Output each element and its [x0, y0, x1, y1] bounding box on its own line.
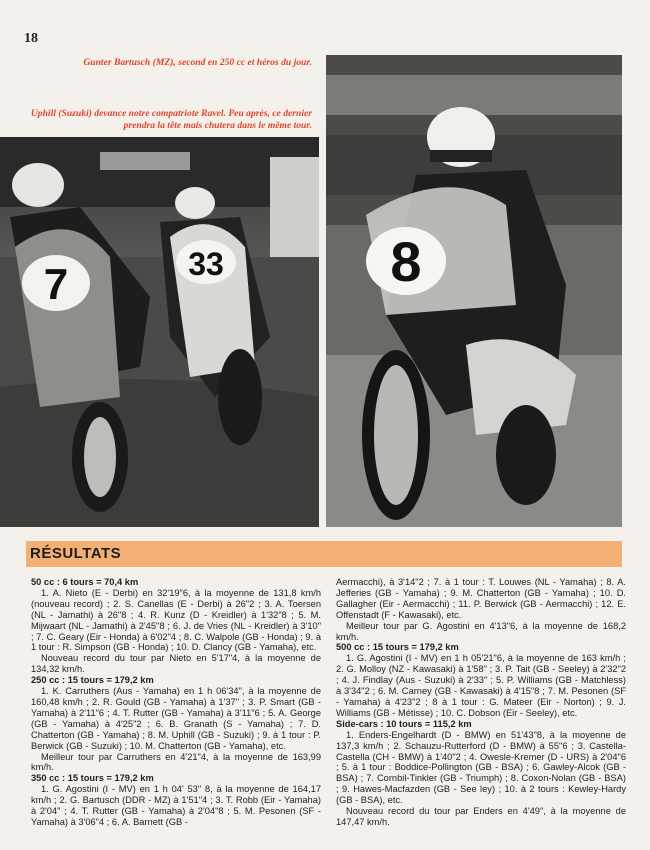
page-number: 18	[24, 31, 38, 46]
result-paragraph: 1. Enders-Engelhardt (D - BMW) en 51'43"8, à la moyenne de 137,3 km/h ; 2. Schauzu-Rutterford (D - BMW) à 55"6 ; 3. Castella-Castella (CH - BMW) à 1'40"2 ; 4. Owesle-Kremer (D - URS) à 2'04"6 ; 5. à 1 tour : Boddice-Pollington (GB - BSA) ; 6. Gawley-Alcok (GB - BSA) ; 7. Cornbil-Tinkler (GB - Triumph) ; 8. Coxon-Nolan (GB - BSA) ; 9. Hawes-Macfazden (GB - See ley) ; 10. à 2 tours : Kewley-Hardy (GB - BSA), etc.	[336, 729, 626, 806]
result-paragraph: Meilleur tour par Carruthers en 4'21"4, à la moyenne de 163,99 km/h.	[31, 751, 321, 773]
result-category-heading: 500 cc : 15 tours = 179,2 km	[336, 642, 459, 653]
result-category-heading: 50 cc : 6 tours = 70,4 km	[31, 577, 139, 587]
result-paragraph: Meilleur tour par G. Agostini en 4'13"6, à la moyenne de 168,2 km/h.	[336, 620, 626, 642]
results-left-column	[31, 577, 321, 828]
racer-number-33: 33	[188, 246, 224, 282]
results-heading: RÉSULTATS	[30, 545, 122, 562]
result-paragraph: 1. A. Nieto (E - Derbi) en 32'19"6, à la moyenne de 131,8 km/h (nouveau record) ; 2. S. Canellas (E - Derbi) à 26"2 ; 3. A. Toersen (NL - Jamathi) à 26"8 ; 4. R. Kunz (D - Kreidler) à 1'32"8 ; 5. M. Mijwaart (NL - Jamathi) à 2'45"8 ; 6. J. de Vries (NL - Kreidler) à 3'10" ; 7. C. Geary (Eir - Honda) à 6'02"4 ; 8. C. Walpole (GB - Honda) ; 9. à 1 tour : R. Simpson (GB - Honda) ; 10. D. Clancy (GB - Yamaha), etc.	[31, 587, 321, 653]
photo-racers-7-33	[0, 137, 319, 527]
result-paragraph: 1. G. Agostini (I - MV) en 1 h 04' 53" 8, à la moyenne de 164,17 km/h ; 2. G. Bartusch (DDR - MZ) à 1'51"4 ; 3. T. Robb (Eir - Yamaha) à 2'04" ; 4. T. Rutter (GB - Yamaha) à 2'04"8 ; 5. M. Pesonen (SF - Yamaha) à 3'06"4 ; 6. A. Barnett (GB -	[31, 784, 321, 827]
result-category-heading: 250 cc : 15 tours = 179,2 km	[31, 675, 154, 686]
result-category-heading: Side-cars : 10 tours = 115,2 km	[336, 718, 472, 729]
result-category-heading: 350 cc : 15 tours = 179,2 km	[31, 773, 154, 784]
result-paragraph: Nouveau record du tour par Nieto en 5'17"4, à la moyenne de 134,32 km/h.	[31, 653, 321, 675]
racer-number-7: 7	[43, 260, 69, 309]
racer-number-8: 8	[390, 230, 422, 293]
result-paragraph: Aermacchi), à 3'14"2 ; 7. à 1 tour : T. Louwes (NL - Yamaha) ; 8. A. Jefferies (GB - Yamaha) ; 9. M. Chatterton (GB - Yamaha) ; 10. D. Gallagher (Eir - Aermacchi) ; 11. P. Berwick (GB - Aermacchi) ; 12. E. Offenstadt (F - Kawasaki), etc.	[336, 577, 626, 620]
result-paragraph: 1. K. Carruthers (Aus - Yamaha) en 1 h 06'34", à la moyenne de 160,48 km/h ; 2. R. Gould (GB - Yamaha) à 1'37" ; 3. P. Smart (GB - Yamaha) à 2'11"6 ; 4. T. Rutter (GB - Yamaha) à 3'11"6 ; 5. A. George (GB - Yamaha) à 4'25"2 ; 6. B. Granath (S - Yamaha) ; 7. D. Chatterton (GB - Yamaha) ; 8. M. Uphill (GB - Suzuki) ; 9. à 1 tour : P. Berwick (GB - Suzuki) ; 10. M. Chatterton (GB - Yamaha), etc.	[31, 686, 321, 751]
result-paragraph: 1. G. Agostini (I - MV) en 1 h 05'21"6, à la moyenne de 163 km/h ; 2. G. Molloy (NZ - Kawasaki) à 1'58" ; 3. P. Tait (GB - Seeley) à 2'32"2 ; 4. J. Findlay (Aus - Suzuki) à 2'33" ; 5. P. Williams (GB - Matchless) à 3'34"2 ; 6. M. Carney (GB - Kawasaki) à 4'15"8 ; 7. M. Pesonen (SF - Yamaha) à 4'23"2 ; 8 à 1 tour : G. Mateer (Eir - Norton) ; 9. J. Williams (GB - Métisse) ; 10. C. Dobson (Eir - Seeley), etc.	[336, 653, 626, 718]
caption-second: Uphill (Suzuki) devance notre compatriote Ravel. Peu après, ce dernier prendra la tête mais chutera dans le même tour.	[30, 108, 312, 131]
photo-racer-8	[326, 55, 622, 527]
results-right-column	[336, 577, 626, 828]
result-paragraph: Nouveau record du tour par Enders en 4'49", à la moyenne de 147,47 km/h.	[336, 806, 626, 827]
caption-top: Gunter Bartusch (MZ), second en 250 cc et héros du jour.	[83, 57, 312, 68]
